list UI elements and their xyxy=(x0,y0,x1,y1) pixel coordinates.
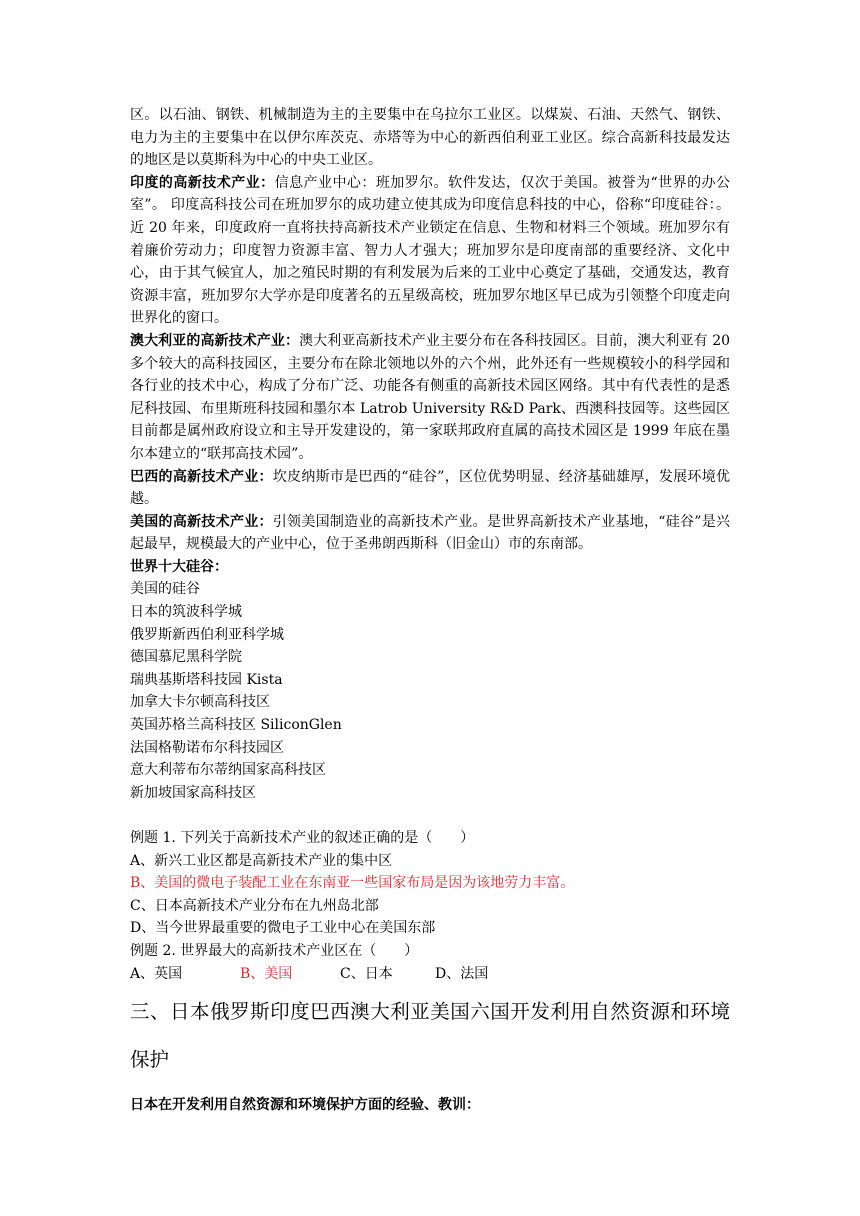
silicon-valleys-list xyxy=(130,578,730,804)
example-2-option-a: A、英国 xyxy=(130,965,183,982)
list-item: 俄罗斯新西伯利亚科学城 xyxy=(130,626,284,643)
example-1-option-a: A、新兴工业区都是高新技术产业的集中区 xyxy=(130,852,393,869)
usa-heading: 美国的高新技术产业： xyxy=(130,513,273,530)
example-2-option-d: D、法国 xyxy=(435,965,489,982)
example-2-option-c: C、日本 xyxy=(340,965,393,982)
list-item: 英国苏格兰高科技区 SiliconGlen xyxy=(130,717,342,734)
brazil-heading: 巴西的高新技术产业： xyxy=(130,468,273,485)
australia-heading: 澳大利亚的高新技术产业： xyxy=(130,332,300,349)
example-2 xyxy=(130,940,730,985)
india-heading: 印度的高新技术产业： xyxy=(130,174,275,191)
list-item: 瑞典基斯塔科技园 Kista xyxy=(130,671,283,688)
list-item: 意大利蒂布尔蒂纳国家高科技区 xyxy=(130,762,326,779)
example-1-question: 例题 1. 下列关于高新技术产业的叙述正确的是（ ） xyxy=(130,830,475,846)
example-1 xyxy=(130,827,730,940)
usa-paragraph xyxy=(130,511,730,556)
brazil-body: 坎皮纳斯市是巴西的“硅谷”，区位优势明显、经济基础雄厚，发展环境优越。 xyxy=(130,468,730,508)
russia-paragraph: 区。以石油、钢铁、机械制造为主的主要集中在乌拉尔工业区。以煤炭、石油、天然气、钢铁、电力为主的主要集中在以伊尔库茨克、赤塔等为中心的新西伯利亚工业区。综合高新科技最发达的地区是以莫斯科为中心的中央工业区。 xyxy=(130,107,730,169)
example-2-question: 例题 2. 世界最大的高新技术产业区在（ ） xyxy=(130,942,419,959)
list-item: 新加坡国家高科技区 xyxy=(130,784,256,801)
blank-line xyxy=(130,804,730,827)
list-item: 日本的筑波科学城 xyxy=(130,604,242,621)
list-item: 加拿大卡尔顿高科技区 xyxy=(130,694,270,711)
list-item: 美国的硅谷 xyxy=(130,581,200,598)
australia-paragraph xyxy=(130,330,730,466)
section-3-subheading: 日本在开发利用自然资源和环境保护方面的经验、教训： xyxy=(130,1097,480,1114)
example-2-option-b: B、美国 xyxy=(240,965,293,982)
document-body xyxy=(130,104,730,1116)
example-2-options xyxy=(130,963,730,986)
example-1-option-c: C、日本高新技术产业分布在九州岛北部 xyxy=(130,897,379,914)
section-3-title: 三、日本俄罗斯印度巴西澳大利亚美国六国开发利用自然资源和环境保护 xyxy=(130,1000,730,1072)
usa-body: 引领美国制造业的高新技术产业。是世界高新技术产业基地，“硅谷”是兴起最早，规模最大的产业中心，位于圣弗朗西斯科（旧金山）市的东南部。 xyxy=(130,513,730,553)
list-item: 法国格勒诺布尔科技园区 xyxy=(130,739,284,756)
brazil-paragraph xyxy=(130,466,730,511)
india-body: 信息产业中心：班加罗尔。软件发达，仅次于美国。被誉为“世界的办公室”。 印度高科技公司在班加罗尔的成功建立使其成为印度信息科技的中心，俗称“印度硅谷：。 近 20 年来，印度政府一直将扶持高新技术产业锁定在信息、生物和材料三个领域。班加罗尔有着廉价劳动力；印度智力资源丰富、智力人才强大；班加罗尔是印度南部的重要经济、文化中心，由于其气候宜人，加之殖民时期的有利发展为后来的工业中心奠定了基础，交通发达，教育资源丰富，班加罗尔大学亦是印度著名的五星级高校，班加罗尔地区早已成为引领整个印度走向世界化的窗口。 xyxy=(130,174,731,327)
silicon-valleys-heading: 世界十大硅谷： xyxy=(130,558,228,575)
example-1-option-b: B、美国的微电子装配工业在东南亚一些国家布局是因为该地劳力丰富。 xyxy=(130,875,575,892)
australia-body: 澳大利亚高新技术产业主要分布在各科技园区。目前，澳大利亚有 20 多个较大的高科技园区，主要分布在除北领地以外的六个州，此外还有一些规模较小的科学园和各行业的技术中心，构成了分布广泛、功能各有侧重的高新技术园区网络。其中有代表性的是悉尼科技园、布里斯班科技园和墨尔本 Latrob University R&D Park、西澳科技园等。这些园区目前都是属州政府设立和主导开发建设的，第一家联邦政府直属的高技术园区是 1999 年底在墨尔本建立的“联邦高技术园”。 xyxy=(130,332,731,462)
example-1-option-d: D、当今世界最重要的微电子工业中心在美国东部 xyxy=(130,920,436,937)
india-paragraph xyxy=(130,172,730,330)
list-item: 德国慕尼黑科学院 xyxy=(130,649,242,666)
